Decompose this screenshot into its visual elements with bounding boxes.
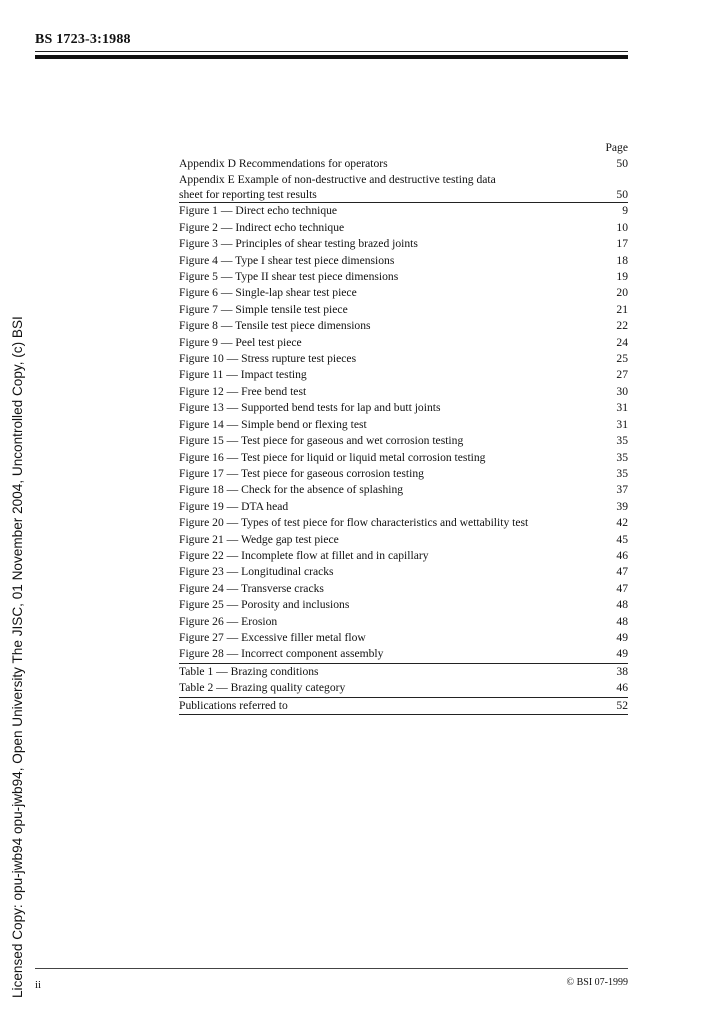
table-of-contents: [179, 140, 628, 715]
toc-entry-title: Table 1 — Brazing conditions: [179, 664, 319, 678]
toc-entry[interactable]: [179, 203, 628, 219]
toc-entry[interactable]: [179, 466, 628, 482]
toc-entry-page: 50: [616, 157, 628, 170]
toc-entry-page: 46: [616, 681, 628, 695]
toc-entry-title: Figure 25 — Porosity and inclusions: [179, 598, 350, 612]
footer-copyright: © BSI 07-1999: [566, 977, 628, 988]
toc-entry-title: Figure 9 — Peel test piece: [179, 335, 302, 349]
toc-entry-title-line: Appendix E Example of non-destructive and destructive testing data: [179, 173, 496, 187]
toc-entry[interactable]: [179, 172, 628, 202]
toc-entry-page: 30: [616, 384, 628, 398]
toc-entry-page: 24: [616, 335, 628, 349]
document-id: BS 1723-3:1988: [35, 32, 131, 47]
toc-entry[interactable]: [179, 548, 628, 564]
toc-entry[interactable]: [179, 564, 628, 580]
toc-entry[interactable]: [179, 302, 628, 318]
toc-entry[interactable]: [179, 285, 628, 301]
toc-entry[interactable]: [179, 269, 628, 285]
toc-appendices-group: [179, 156, 628, 203]
toc-entry-title: Figure 20 — Types of test piece for flow characteristics and wettability test: [179, 516, 529, 530]
toc-figures-group: [179, 203, 628, 663]
toc-entry-title: Figure 10 — Stress rupture test pieces: [179, 352, 357, 366]
toc-entry-title: Table 2 — Brazing quality category: [179, 681, 346, 695]
toc-entry-title: Figure 6 — Single-lap shear test piece: [179, 286, 357, 300]
footer-rule: [35, 968, 628, 969]
toc-entry-page: 52: [616, 698, 628, 712]
toc-entry-title: Figure 13 — Supported bend tests for lap and butt joints: [179, 401, 441, 415]
toc-entry[interactable]: [179, 630, 628, 646]
toc-entry-title: [179, 172, 616, 202]
toc-entry-title: Figure 22 — Incomplete flow at fillet and in capillary: [179, 548, 429, 562]
toc-entry-page: 25: [616, 352, 628, 366]
toc-entry[interactable]: [179, 664, 628, 680]
toc-entry-page: 48: [616, 598, 628, 612]
toc-entry[interactable]: [179, 220, 628, 236]
toc-entry[interactable]: [179, 698, 628, 714]
toc-entry-page: 50: [616, 188, 628, 202]
toc-entry-page: 42: [616, 516, 628, 530]
toc-entry[interactable]: [179, 335, 628, 351]
page-column-label: Page: [605, 141, 628, 154]
toc-entry-title: Figure 27 — Excessive filler metal flow: [179, 630, 366, 644]
toc-entry-page: 22: [616, 319, 628, 333]
toc-entry-title: Figure 4 — Type I shear test piece dimensions: [179, 253, 395, 267]
toc-entry[interactable]: [179, 597, 628, 613]
toc-entry[interactable]: [179, 253, 628, 269]
toc-entry-page: 46: [616, 548, 628, 562]
toc-entry-title: Figure 11 — Impact testing: [179, 368, 307, 382]
toc-entry[interactable]: [179, 532, 628, 548]
toc-entry[interactable]: [179, 646, 628, 662]
toc-entry-title: Figure 3 — Principles of shear testing brazed joints: [179, 237, 418, 251]
toc-entry-title: Figure 21 — Wedge gap test piece: [179, 532, 339, 546]
header-rule-thick: [35, 55, 628, 59]
toc-entry-page: 35: [616, 450, 628, 464]
toc-entry[interactable]: [179, 367, 628, 383]
toc-entry-page: 37: [616, 483, 628, 497]
toc-entry[interactable]: [179, 318, 628, 334]
toc-entry-title: Figure 14 — Simple bend or flexing test: [179, 417, 367, 431]
toc-entry[interactable]: [179, 499, 628, 515]
toc-tables-group: [179, 664, 628, 698]
toc-entry-page: 38: [616, 664, 628, 678]
toc-entry-page: 21: [616, 302, 628, 316]
toc-entry-title: Figure 16 — Test piece for liquid or liquid metal corrosion testing: [179, 450, 486, 464]
toc-entry-page: 27: [616, 368, 628, 382]
toc-entry-page: 35: [616, 466, 628, 480]
toc-entry-page: 47: [616, 565, 628, 579]
toc-entry-page: 31: [616, 401, 628, 415]
toc-entry-page: 20: [616, 286, 628, 300]
toc-entry[interactable]: [179, 482, 628, 498]
toc-entry-page: 49: [616, 630, 628, 644]
toc-entry[interactable]: [179, 236, 628, 252]
toc-entry-page: 47: [616, 581, 628, 595]
toc-entry-title: Figure 1 — Direct echo technique: [179, 204, 338, 218]
toc-entry-page: 19: [616, 270, 628, 284]
footer-page-number: ii: [35, 979, 42, 991]
toc-entry-title: Figure 8 — Tensile test piece dimensions: [179, 319, 371, 333]
toc-entry-page: 31: [616, 417, 628, 431]
toc-entry-title: Figure 28 — Incorrect component assembly: [179, 647, 384, 661]
toc-publications-group: [179, 698, 628, 715]
toc-entry-page: 45: [616, 532, 628, 546]
toc-entry-title: Figure 24 — Transverse cracks: [179, 581, 324, 595]
toc-entry[interactable]: [179, 581, 628, 597]
toc-entry-title: Appendix D Recommendations for operators: [179, 157, 388, 170]
toc-entry-title: Figure 26 — Erosion: [179, 614, 278, 628]
toc-entry[interactable]: [179, 400, 628, 416]
toc-entry[interactable]: [179, 614, 628, 630]
toc-entry[interactable]: [179, 433, 628, 449]
toc-entry-page: 10: [616, 220, 628, 234]
toc-entry-page: 48: [616, 614, 628, 628]
toc-entry-title: Figure 2 — Indirect echo technique: [179, 220, 345, 234]
toc-entry-title: Figure 7 — Simple tensile test piece: [179, 302, 348, 316]
toc-entry-page: 17: [616, 237, 628, 251]
toc-entry-title: Figure 17 — Test piece for gaseous corrosion testing: [179, 466, 424, 480]
toc-entry-title: Figure 12 — Free bend test: [179, 384, 307, 398]
toc-entry-title: Figure 15 — Test piece for gaseous and wet corrosion testing: [179, 434, 464, 448]
toc-entry-page: 49: [616, 647, 628, 661]
toc-entry[interactable]: [179, 417, 628, 433]
toc-entry-page: 9: [622, 204, 628, 218]
toc-entry-page: 39: [616, 499, 628, 513]
toc-entry-title: Figure 18 — Check for the absence of splashing: [179, 483, 404, 497]
license-watermark: Licensed Copy: opu-jwb94 opu-jwb94, Open University The JISC, 01 November 2004, Uncontrolled Copy, (c) BSI: [10, 316, 25, 998]
toc-entry[interactable]: [179, 351, 628, 367]
toc-entry-title-line: sheet for reporting test results: [179, 188, 317, 202]
toc-entry[interactable]: [179, 156, 628, 172]
toc-entry-title: Figure 19 — DTA head: [179, 499, 289, 513]
header-rule-thin: [35, 51, 628, 52]
toc-entry-title: Figure 23 — Longitudinal cracks: [179, 565, 334, 579]
toc-entry[interactable]: [179, 450, 628, 466]
toc-entry[interactable]: [179, 515, 628, 531]
toc-entry-title: Figure 5 — Type II shear test piece dimensions: [179, 270, 399, 284]
toc-entry[interactable]: [179, 680, 628, 696]
toc-entry-page: 35: [616, 434, 628, 448]
toc-entry-title: Publications referred to: [179, 698, 288, 712]
toc-entry[interactable]: [179, 384, 628, 400]
toc-entry-page: 18: [616, 253, 628, 267]
